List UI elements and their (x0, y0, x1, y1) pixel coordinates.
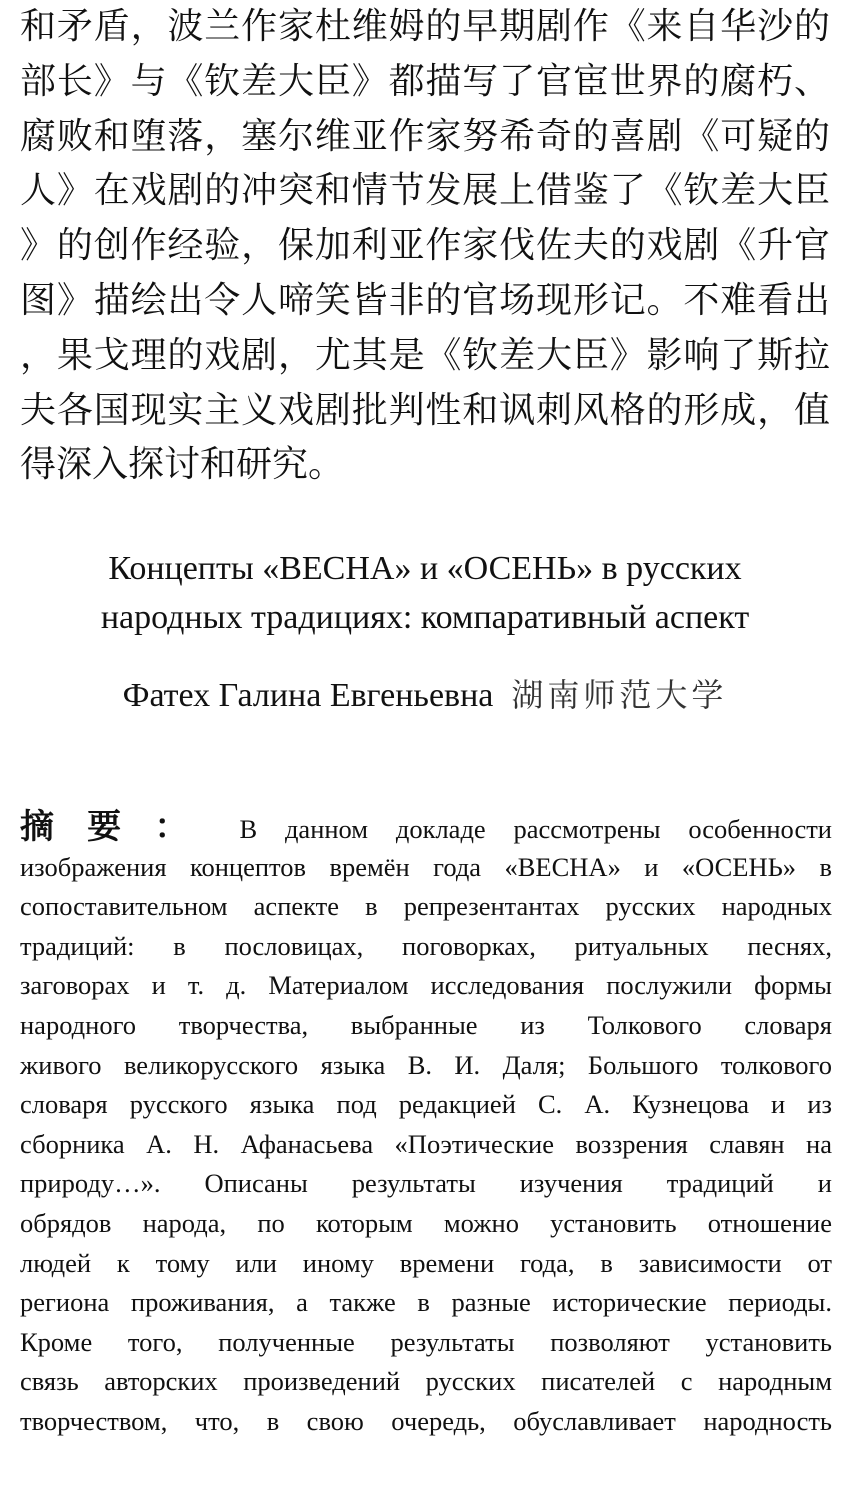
author-line (0, 670, 850, 716)
paragraph-line (20, 274, 830, 329)
abstract-line: изображения концептов времён года «ВЕСНА» и «ОСЕНЬ» в (20, 851, 832, 882)
paragraph-line (20, 384, 830, 439)
abstract-line-first (20, 808, 832, 848)
article-title-line: Концепты «ВЕСНА» и «ОСЕНЬ» в русских (108, 550, 742, 587)
abstract-line: народного творчества, выбранные из Толкового словаря (20, 1009, 832, 1040)
paragraph-line-last: 得深入探讨和研究。 (20, 444, 345, 486)
paragraph-line-text: 和矛盾，波兰作家杜维姆的早期剧作《来自华沙的 (20, 6, 830, 47)
paragraph-line (20, 164, 830, 219)
abstract-line: словаря русского языка под редакцией С. А. Кузнецова и из (20, 1089, 832, 1120)
abstract-line: традиций: в пословицах, поговорках, ритуальных песнях, (20, 930, 832, 961)
article-title (0, 544, 850, 642)
author-affiliation: 湖南师范大学 (511, 676, 728, 714)
abstract-line: творчеством, что, в свою очередь, обуславливает народность (20, 1405, 832, 1436)
abstract-line: сборника А. Н. Афанасьева «Поэтические воззрения славян на (20, 1128, 832, 1159)
paragraph-line-text: 人》在戏剧的冲突和情节发展上借鉴了《钦差大臣 (20, 170, 830, 212)
abstract-line: обрядов народа, по которым можно установить отношение (20, 1207, 832, 1238)
abstract-line: связь авторских произведений русских писателей с народным (20, 1366, 832, 1397)
paragraph-line (20, 329, 830, 384)
paragraph-line-text: 部长》与《钦差大臣》都描写了官宦世界的腐朽、 (20, 60, 830, 102)
paragraph-line (20, 219, 830, 274)
paragraph-line-text: 》的创作经验，保加利亚作家伐佐夫的戏剧《升官 (20, 225, 830, 267)
paragraph-line-text: 腐败和堕落，塞尔维亚作家努希奇的喜剧《可疑的 (20, 115, 830, 157)
paragraph-line (20, 55, 830, 110)
paragraph-line-text: 图》描绘出令人啼笑皆非的官场现形记。不难看出 (20, 279, 830, 321)
author-name: Фатех Галина Евгеньевна (122, 677, 494, 714)
abstract-line: региона проживания, а также в разные исторические периоды. (20, 1287, 832, 1318)
paragraph-line (20, 0, 830, 55)
paragraph-line-text: 夫各国现实主义戏剧批判性和讽刺风格的形成，值 (20, 389, 830, 431)
abstract-line: людей к тому или иному времени года, в зависимости от (20, 1247, 832, 1278)
abstract-line: живого великорусского языка В. И. Даля; Большого толкового (20, 1049, 832, 1080)
abstract-line: заговорах и т. д. Материалом исследования послужили формы (20, 970, 832, 1001)
paragraph-line (20, 110, 830, 165)
chinese-paragraph (20, 0, 830, 493)
article-title-line: народных традициях: компаративный аспект (100, 599, 750, 636)
abstract (20, 808, 832, 1442)
paragraph-line-text: ，果戈理的戏剧，尤其是《钦差大臣》影响了斯拉 (20, 334, 830, 376)
abstract-label: 摘要： (20, 807, 222, 847)
abstract-text: В данном докладе рассмотрены особенности (239, 814, 832, 844)
abstract-line: сопоставительном аспекте в репрезентантах русских народных (20, 891, 832, 922)
abstract-line: природу…». Описаны результаты изучения традиций и (20, 1168, 832, 1199)
abstract-line: Кроме того, полученные результаты позволяют установить (20, 1326, 832, 1357)
